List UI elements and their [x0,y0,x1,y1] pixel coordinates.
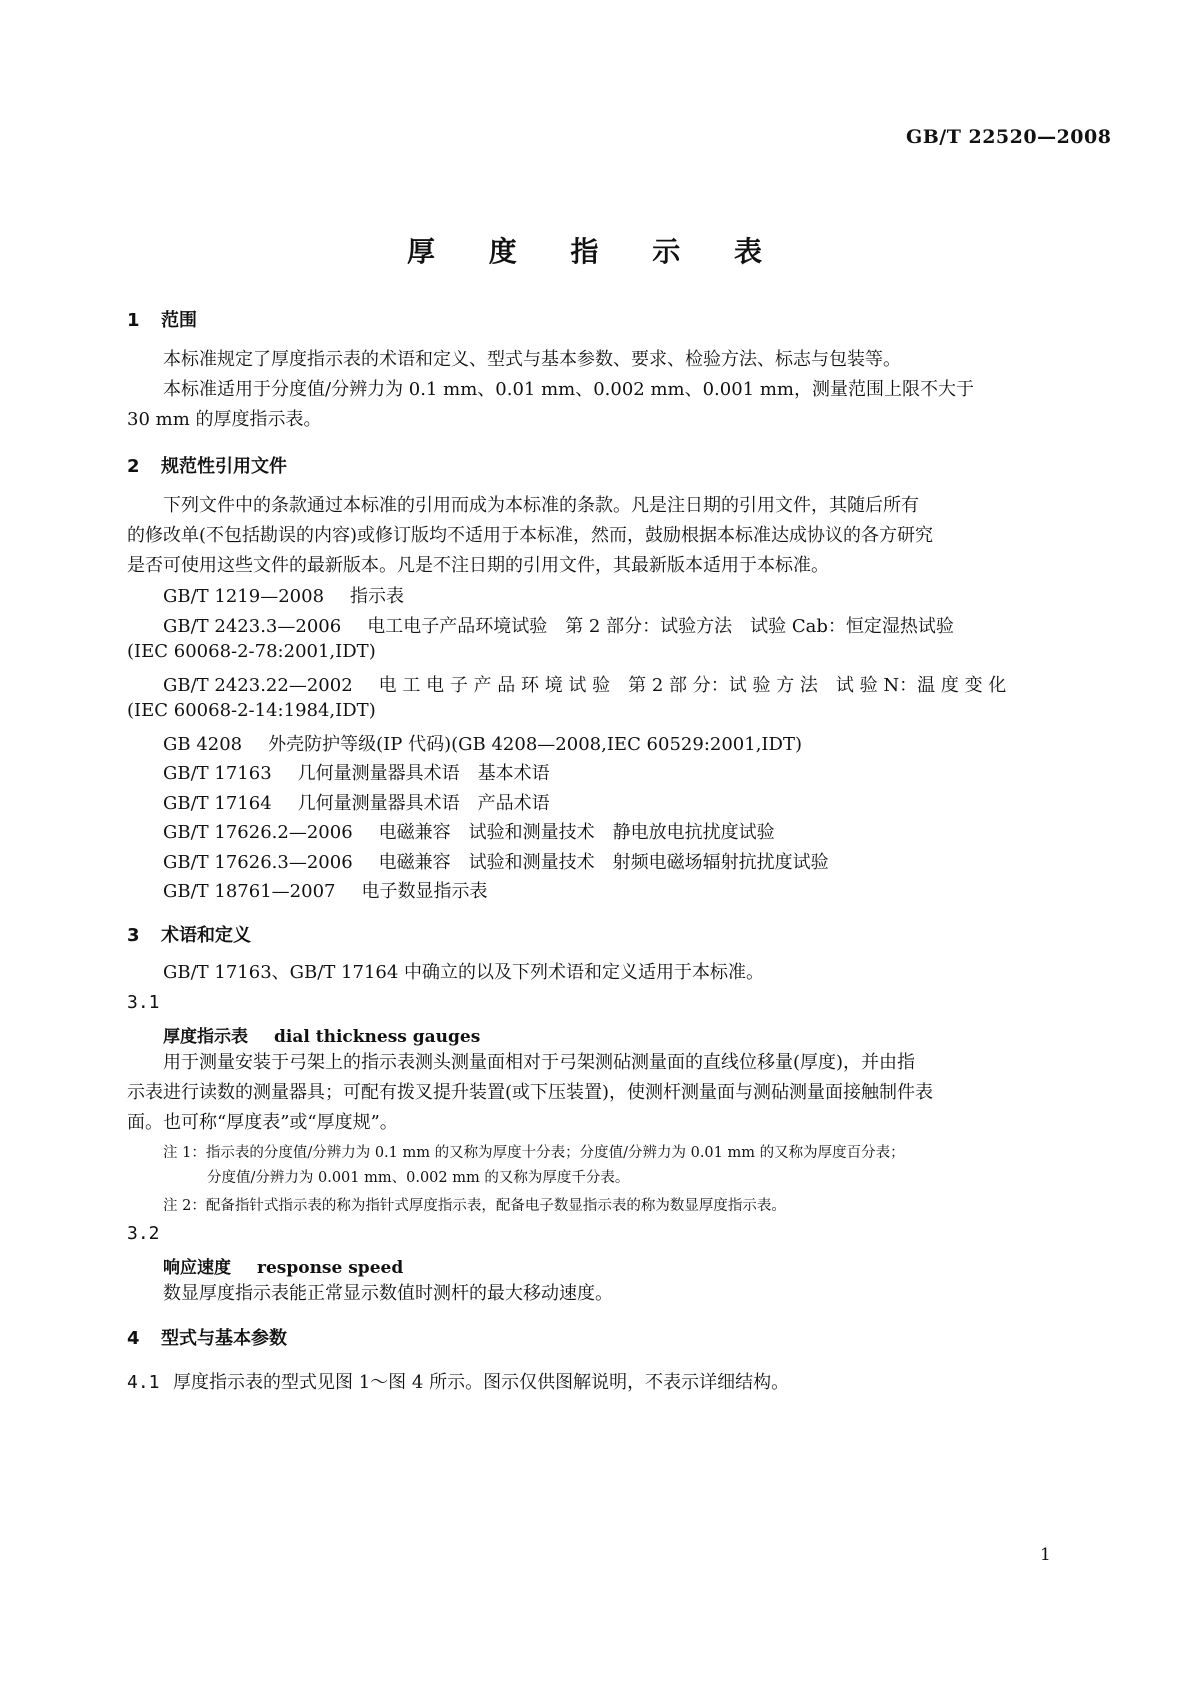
reference-title: 电工电子产品环境试验 第 2 部分：试验方法 试验 Cab：恒定湿热试验 [367,616,954,637]
reference-title: 电子数显指示表 [361,881,488,902]
note-2: 注 2：配备指针式指示表的称为指针式厚度指示表，配备电子数显指示表的称为数显厚度指示表。 [163,1198,786,1214]
reference-code: GB 4208 [163,734,243,755]
reference-code: GB/T 1219—2008 [163,586,325,607]
reference-code: GB/T 17164 [163,793,272,814]
reference-item [163,612,954,638]
reference-item [163,759,550,785]
section-3-intro: GB/T 17163、GB/T 17164 中确立的以及下列术语和定义适用于本标准。 [163,962,765,983]
definition-line-1: 用于测量安装于弓架上的指示表测头测量面相对于弓架测砧测量面的直线位移量(厚度)，并由指 [163,1052,916,1073]
reference-item [163,877,487,903]
reference-code: GB/T 17163 [163,763,272,784]
reference-title: 几何量测量器具术语 产品术语 [297,793,550,814]
section-2-heading [127,452,287,478]
reference-item [163,582,404,608]
page-number: 1 [1040,1545,1051,1565]
term-name-cn: 厚度指示表 [163,1027,248,1047]
section-title: 范围 [161,310,197,331]
term-heading [163,1022,480,1047]
note-1-line-2: 分度值/分辨力为 0.001 mm、0.002 mm 的又称为厚度千分表。 [207,1170,630,1186]
section-2-intro-line-1: 下列文件中的条款通过本标准的引用而成为本标准的条款。凡是注日期的引用文件，其随后所有 [163,495,919,516]
clause-number: 4.1 [127,1372,160,1393]
note-1-line-1: 注 1：指示表的分度值/分辨力为 0.1 mm 的又称为厚度十分表；分度值/分辨力为 0.01 mm 的又称为厚度百分表； [163,1145,905,1161]
reference-code: GB/T 2423.3—2006 [163,616,342,637]
section-number: 3 [127,925,140,946]
section-number: 2 [127,456,140,477]
reference-item [163,671,1006,697]
standard-number: GB/T 22520—2008 [906,126,1112,148]
reference-title: 指示表 [350,586,405,607]
term-name-en: dial thickness gauges [274,1027,481,1047]
section-1-line-2: 本标准适用于分度值/分辨力为 0.1 mm、0.01 mm、0.002 mm、0.001 mm，测量范围上限不大于 [163,379,974,400]
reference-continuation: (IEC 60068-2-78:2001,IDT) [127,641,376,662]
clause-text: 厚度指示表的型式见图 1～图 4 所示。图示仅供图解说明，不表示详细结构。 [173,1372,790,1393]
section-title: 术语和定义 [161,925,251,946]
clause-4-1 [127,1367,789,1398]
definition-line-3: 面。也可称“厚度表”或“厚度规”。 [127,1112,398,1133]
section-2-intro-line-3: 是否可使用这些文件的最新版本。凡是不注日期的引用文件，其最新版本适用于本标准。 [127,555,829,576]
reference-title: 电磁兼容 试验和测量技术 射频电磁场辐射抗扰度试验 [378,852,829,873]
reference-item [163,730,802,756]
section-title: 型式与基本参数 [161,1328,287,1349]
section-1-heading [127,306,197,332]
reference-item [163,818,775,844]
term-name-en: response speed [257,1258,404,1278]
reference-code: GB/T 18761—2007 [163,881,336,902]
clause-number: 3.1 [127,992,160,1013]
clause-number: 3.2 [127,1223,160,1244]
reference-item [163,789,550,815]
section-3-heading [127,921,251,947]
reference-title: 几何量测量器具术语 基本术语 [297,763,550,784]
reference-code: GB/T 2423.22—2002 [163,675,353,696]
section-1-line-3: 30 mm 的厚度指示表。 [127,409,322,430]
section-4-heading [127,1324,287,1350]
reference-title: 电磁兼容 试验和测量技术 静电放电抗扰度试验 [378,822,775,843]
reference-title: 电 工 电 子 产 品 环 境 试 验 第 2 部 分：试 验 方 法 试 验 N：温 度 变 化 [378,675,1007,696]
section-2-intro-line-2: 的修改单(不包括勘误的内容)或修订版均不适用于本标准，然而，鼓励根据本标准达成协议的各方研究 [127,525,934,546]
reference-code: GB/T 17626.3—2006 [163,852,353,873]
reference-title: 外壳防护等级(IP 代码)(GB 4208—2008,IEC 60529:2001,IDT) [268,734,802,755]
term-heading [163,1253,403,1278]
reference-code: GB/T 17626.2—2006 [163,822,353,843]
section-number: 1 [127,310,140,331]
definition: 数显厚度指示表能正常显示数值时测杆的最大移动速度。 [163,1283,613,1304]
term-name-cn: 响应速度 [163,1258,231,1278]
document-title: 厚 度 指 示 表 [407,235,784,268]
section-number: 4 [127,1328,140,1349]
reference-continuation: (IEC 60068-2-14:1984,IDT) [127,700,376,721]
section-title: 规范性引用文件 [161,456,287,477]
section-1-line-1: 本标准规定了厚度指示表的术语和定义、型式与基本参数、要求、检验方法、标志与包装等。 [163,349,901,370]
reference-item [163,848,829,874]
definition-line-2: 示表进行读数的测量器具；可配有拨叉提升装置(或下压装置)，使测杆测量面与测砧测量面接触制件表 [127,1082,934,1103]
